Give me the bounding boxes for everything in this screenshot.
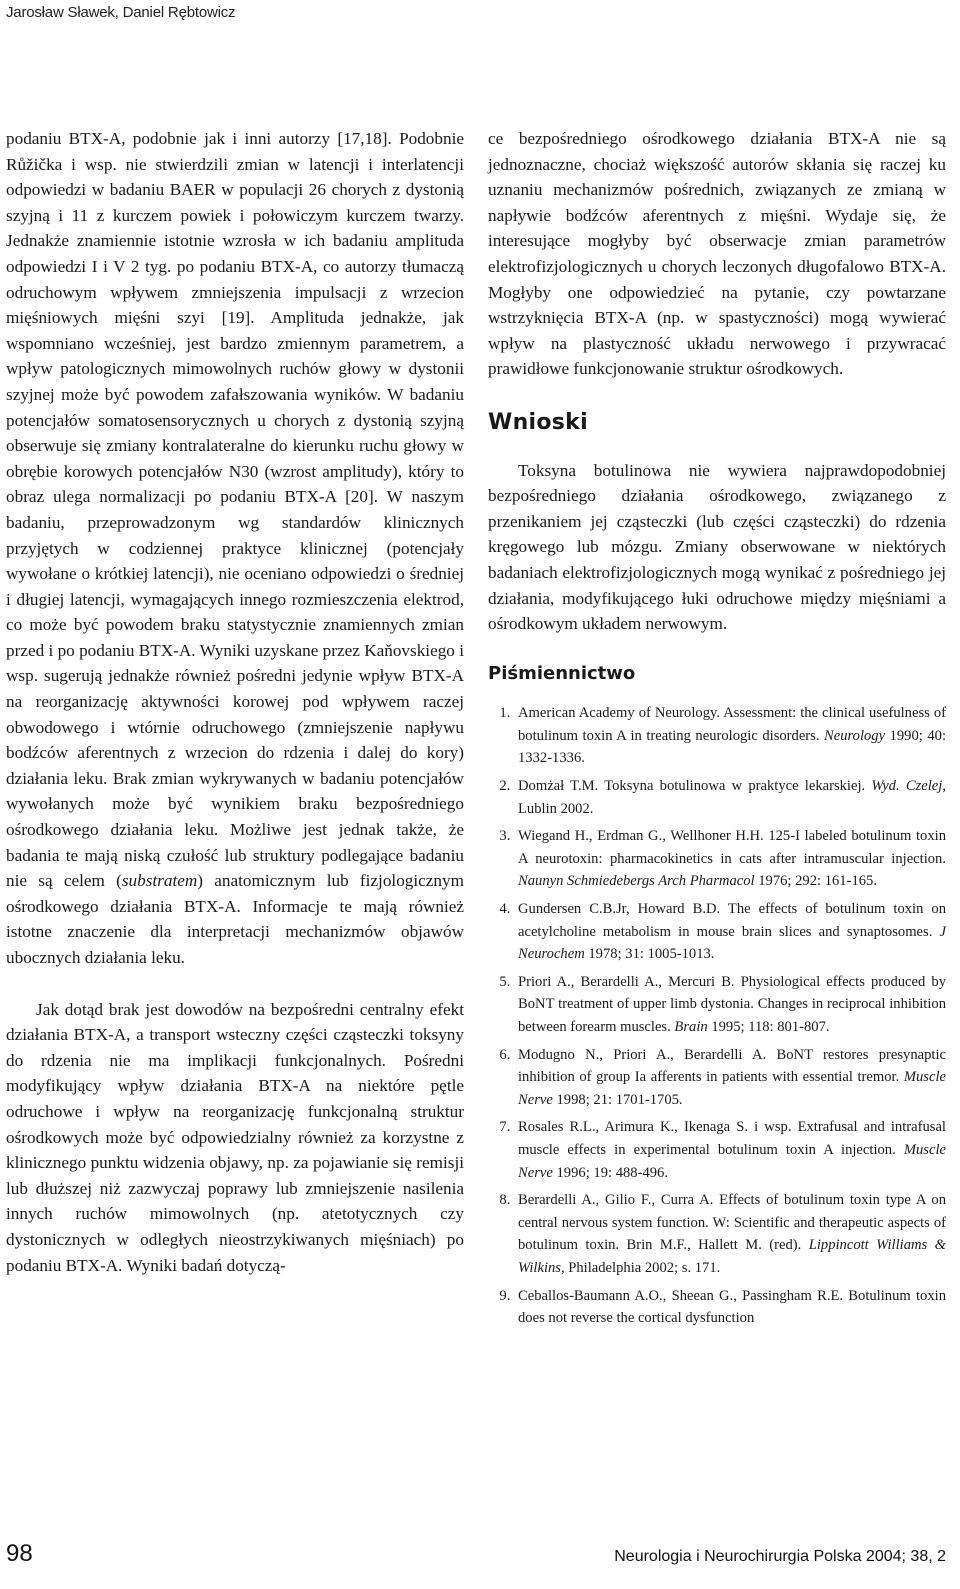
running-head-authors: Jarosław Sławek, Daniel Rębtowicz: [6, 4, 236, 21]
reference-item: 7. Rosales R.L., Arimura K., Ikenaga S. i wsp. Extrafusal and intrafusal muscle effects in experimental botulinum toxin A injection. Muscle Nerve 1996; 19: 488-496.: [514, 1116, 946, 1184]
journal-citation: Neurologia i Neurochirurgia Polska 2004; 38, 2: [614, 1548, 946, 1565]
page-number: 98: [6, 1540, 33, 1567]
reference-item: 6. Modugno N., Priori A., Berardelli A. BoNT restores presynaptic inhibition of group Ia afferents in patients with essential tremor. Muscle Nerve 1998; 21: 1701-1705.: [514, 1044, 946, 1112]
reference-item: 3. Wiegand H., Erdman G., Wellhoner H.H. 125-I labeled botulinum toxin A neurotoxin: pharmacokinetics in cats after intramuscular injection. Naunyn Schmiedebergs Arch Pharmacol 1976; 292: 161-165.: [514, 825, 946, 893]
references-heading: Piśmiennictwo: [488, 662, 636, 684]
right-column: [488, 126, 946, 1335]
reference-item: 9. Ceballos-Baumann A.O., Sheean G., Passingham R.E. Botulinum toxin does not reverse the cortical dysfunction: [514, 1285, 946, 1330]
left-column: [6, 126, 464, 1278]
left-paragraph-2: Jak dotąd brak jest dowodów na bezpośredni centralny efekt działania BTX-A, a transport wsteczny części cząsteczki toksyny do rdzenia nie ma implikacji funkcjonalnych. Pośredni modyfikujący wpływ działania BTX-A na niektóre pętle odruchowe i wpływ na reorganizację funkcjonalną struktur ośrodkowych może być odpowiedzialny również za korzystne z klinicznego punktu widzenia objawy, np. za pojawianie się remisji lub dłuższej niż zazwyczaj poprawy lub zmniejszenie nasilenia innych ruchów mimowolnych (np. atetotycznych czy dystonicznych w odległych nieostrzykiwanych mięśniach) po podaniu BTX-A. Wyniki badań dotyczą-: [6, 999, 464, 1275]
reference-item: 5. Priori A., Berardelli A., Mercuri B. Physiological effects produced by BoNT treatment of upper limb dystonia. Changes in reciprocal inhibition between forearm muscles. Brain 1995; 118: 801-807.: [514, 971, 946, 1039]
right-paragraph-1: ce bezpośredniego ośrodkowego działania BTX-A nie są jednoznaczne, chociaż większość autorów skłania się raczej ku uznaniu mechanizmów pośrednich, związanych ze zmianą w napływie bodźców aferentnych z mięśni. Wydaje się, że interesujące mogłyby być obserwacje zmian parametrów elektrofizjologicznych u chorych leczonych długofalowo BTX-A. Mogłyby one odpowiedzieć na pytanie, czy powtarzane wstrzyknięcia BTX-A (np. w spastyczności) mogą wywierać wpływ na plastyczność układu nerwowego i przywracać prawidłowe funkcjonowanie struktur ośrodkowych.: [488, 129, 946, 379]
references-list: [488, 702, 946, 1329]
left-paragraph-1: podaniu BTX-A, podobnie jak i inni autorzy [17,18]. Podobnie Růžička i wsp. nie stwierdzili zmian w latencji i interlatencji odpowiedzi w badaniu BAER w populacji 26 chorych z dystonią szyjną i 11 z kurczem powiek i połowiczym kurczem twarzy. Jednakże znamiennie istotnie wzrosła w ich badaniu amplituda odpowiedzi I i V 2 tyg. po podaniu BTX-A, co autorzy tłumaczą odruchowym wpływem zmniejszenia impulsacji z wrzecion mięśniowych mięśni szyi [19]. Amplituda jednakże, jak wspomniano wcześniej, jest bardzo zmiennym parametrem, a wpływ patologicznych mimowolnych ruchów głowy w dystonii szyjnej może być powodem zafałszowania wyników. W badaniu potencjałów somatosensorycznych u chorych z dystonią szyjną obserwuje się zmiany kontralateralne do kierunku ruchu głowy w obrębie korowych potencjałów N30 (wzrost amplitudy), który to obraz ulega normalizacji po podaniu BTX-A [20]. W naszym badaniu, przeprowadzonym wg standardów klinicznych przyjętych w codziennej praktyce klinicznej (potencjały wywołane o krótkiej latencji), nie oceniano odpowiedzi o średniej i długiej latencji, wymagających innego rozmieszczenia elektrod, co może być powodem braku statystycznie znamiennych zmian przed i po podaniu BTX-A. Wyniki uzyskane przez Kaňovskiego i wsp. sugerują jednakże również pośredni jedynie wpływ BTX-A na reorganizację aktywności korowej pod wpływem raczej obwodowego i wtórnie odruchowego (zmniejszenie napływu bodźców aferentnych z wrzecion do rdzenia i dalej do kory) działania leku. Brak zmian wykrywanych w badaniu potencjałów wywołanych może być wynikiem braku bezpośredniego ośrodkowego działania leku. Możliwe jest jednak także, że badania te mają niską czułość lub struktury podlegające badaniu nie są celem (substratem) anatomicznym lub fizjologicznym ośrodkowego działania BTX-A. Informacje te mają również istotne znaczenie dla interpretacji mechanizmów objawów ubocznych działania leku.: [6, 129, 464, 967]
conclusions-heading: Wnioski: [488, 409, 588, 435]
conclusions-text: Toksyna botulinowa nie wywiera najprawdopodobniej bezpośredniego działania ośrodkowego, związanego z przenikaniem jej cząsteczki (lub części cząsteczki) do rdzenia kręgowego lub mózgu. Zmiany obserwowane w niektórych badaniach elektrofizjologicznych mogą wynikać z pośredniego jej działania, modyfikującego łuki odruchowe między mięśniami a ośrodkowym układem nerwowym.: [488, 460, 946, 634]
reference-item: 2. Domżał T.M. Toksyna botulinowa w praktyce lekarskiej. Wyd. Czelej, Lublin 2002.: [514, 775, 946, 820]
reference-item: 4. Gundersen C.B.Jr, Howard B.D. The effects of botulinum toxin on acetylcholine metabolism in mouse brain slices and synaptosomes. J Neurochem 1978; 31: 1005-1013.: [514, 898, 946, 966]
reference-item: 8. Berardelli A., Gilio F., Curra A. Effects of botulinum toxin type A on central nervous system function. W: Scientific and therapeutic aspects of botulinum toxin. Brin M.F., Hallett M. (red). Lippincott Williams & Wilkins, Philadelphia 2002; s. 171.: [514, 1189, 946, 1279]
reference-item: 1. American Academy of Neurology. Assessment: the clinical usefulness of botulinum toxin A in treating neurologic disorders. Neurology 1990; 40: 1332-1336.: [514, 702, 946, 770]
